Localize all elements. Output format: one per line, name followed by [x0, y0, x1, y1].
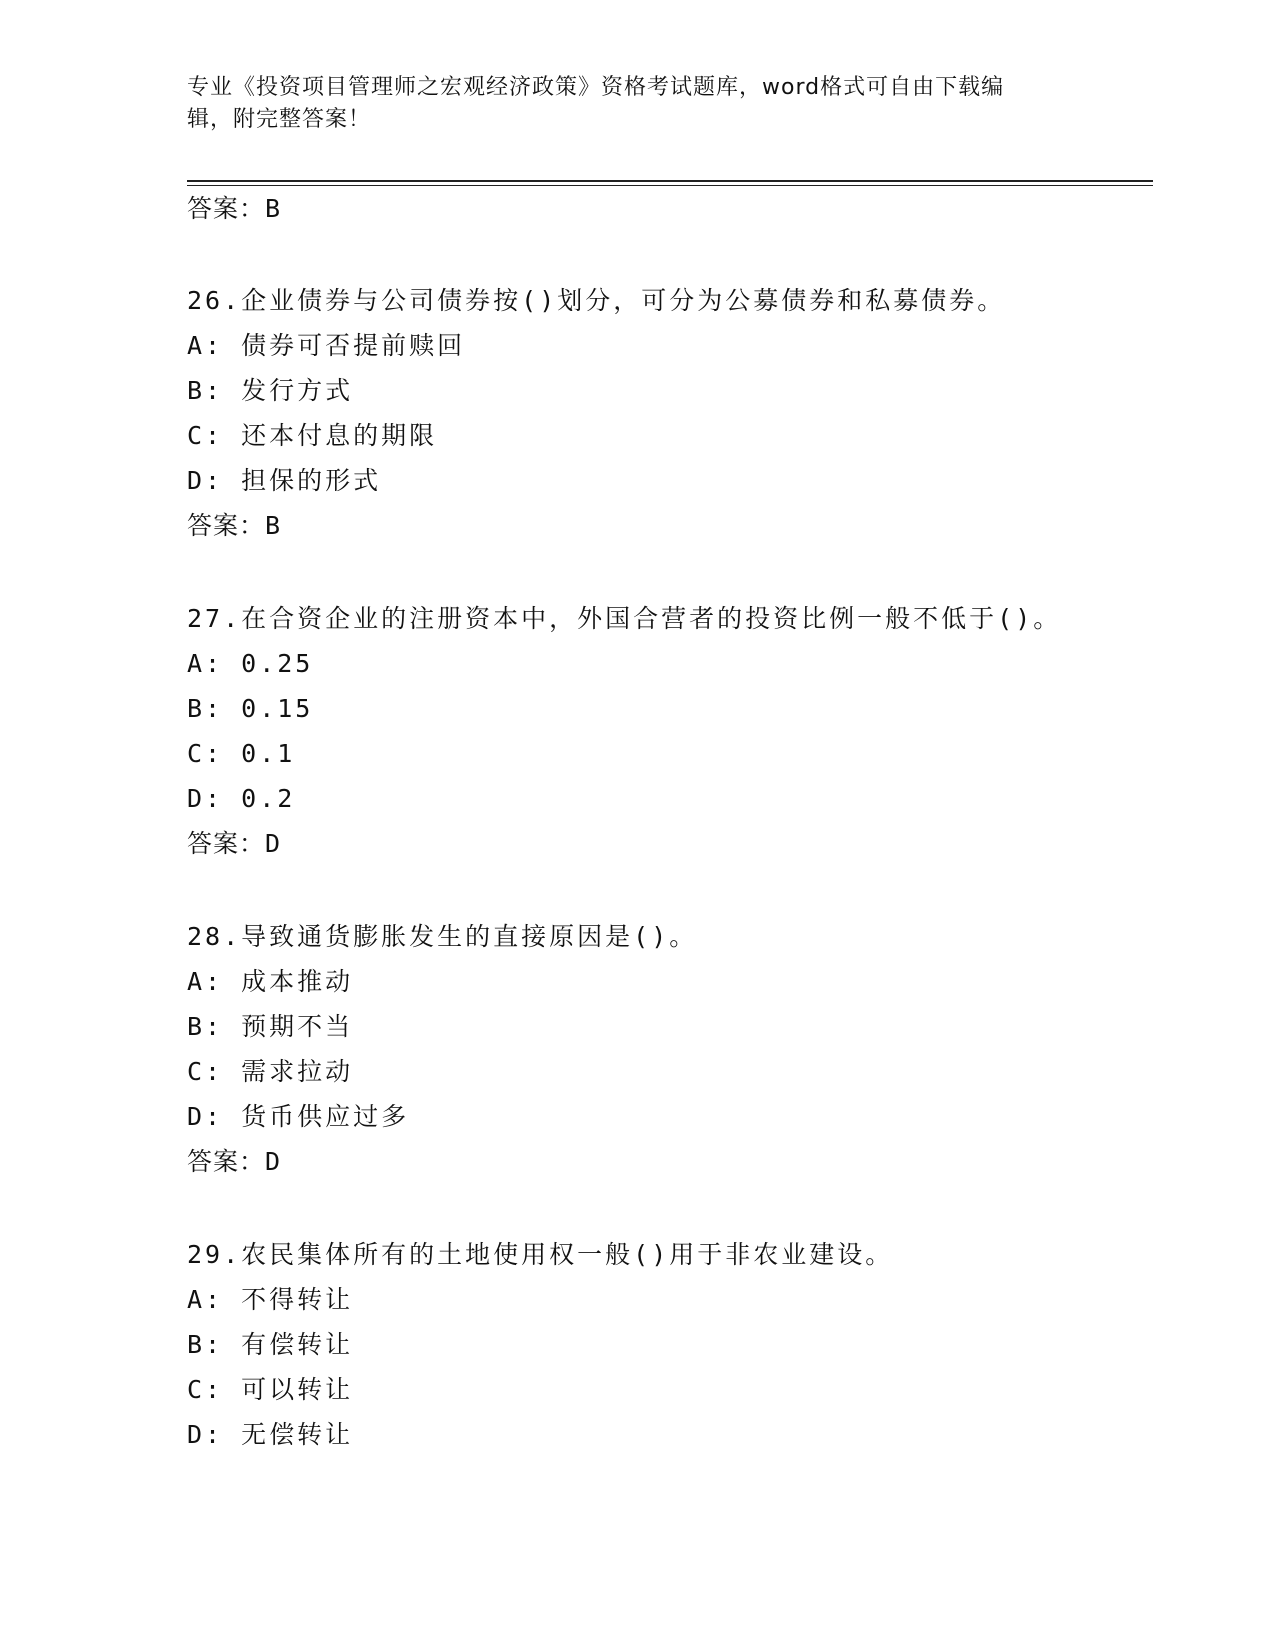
question-29-option-a: A: 不得转让	[187, 1285, 354, 1314]
question-26-option-a: A: 债券可否提前赎回	[187, 331, 466, 360]
header-line-1: 专业《投资项目管理师之宏观经济政策》资格考试题库，word格式可自由下载编	[187, 75, 1005, 100]
question-29-option-b: B: 有偿转让	[187, 1330, 354, 1359]
header-rule-thin	[187, 185, 1153, 186]
question-28-option-c: C: 需求拉动	[187, 1057, 354, 1086]
question-26-stem: 26.企业债券与公司债券按()划分，可分为公募债券和私募债券。	[187, 286, 1006, 315]
question-28-option-b: B: 预期不当	[187, 1012, 354, 1041]
answer-value: D	[265, 1147, 282, 1176]
previous-answer	[187, 192, 281, 226]
question-27-option-b: B: 0.15	[187, 694, 314, 723]
question-27-option-a: A: 0.25	[187, 649, 314, 678]
question-26-option-d: D: 担保的形式	[187, 466, 382, 495]
header-line-2: 辑，附完整答案！	[187, 107, 372, 132]
question-28-option-a: A: 成本推动	[187, 967, 354, 996]
answer-value: D	[265, 829, 282, 858]
question-29-option-d: D: 无偿转让	[187, 1420, 354, 1449]
answer-value: B	[265, 194, 282, 223]
question-27-stem: 27.在合资企业的注册资本中，外国合营者的投资比例一般不低于()。	[187, 604, 1062, 633]
question-29-option-c: C: 可以转让	[187, 1375, 354, 1404]
answer-label: 答案：	[187, 829, 266, 858]
question-28-option-d: D: 货币供应过多	[187, 1102, 410, 1131]
question-27-option-c: C: 0.1	[187, 739, 296, 768]
question-26-option-c: C: 还本付息的期限	[187, 421, 438, 450]
question-29-stem: 29.农民集体所有的土地使用权一般()用于非农业建设。	[187, 1240, 894, 1269]
question-28-stem: 28.导致通货膨胀发生的直接原因是()。	[187, 922, 698, 951]
answer-value: B	[265, 511, 282, 540]
document-header	[187, 72, 1067, 136]
question-27-option-d: D: 0.2	[187, 784, 296, 813]
answer-label: 答案：	[187, 511, 266, 540]
question-26-answer	[187, 509, 281, 543]
answer-label: 答案：	[187, 194, 266, 223]
question-27-answer	[187, 827, 281, 861]
question-26-option-b: B: 发行方式	[187, 376, 354, 405]
answer-label: 答案：	[187, 1147, 266, 1176]
header-rule-thick	[187, 180, 1153, 182]
question-28-answer	[187, 1145, 281, 1179]
